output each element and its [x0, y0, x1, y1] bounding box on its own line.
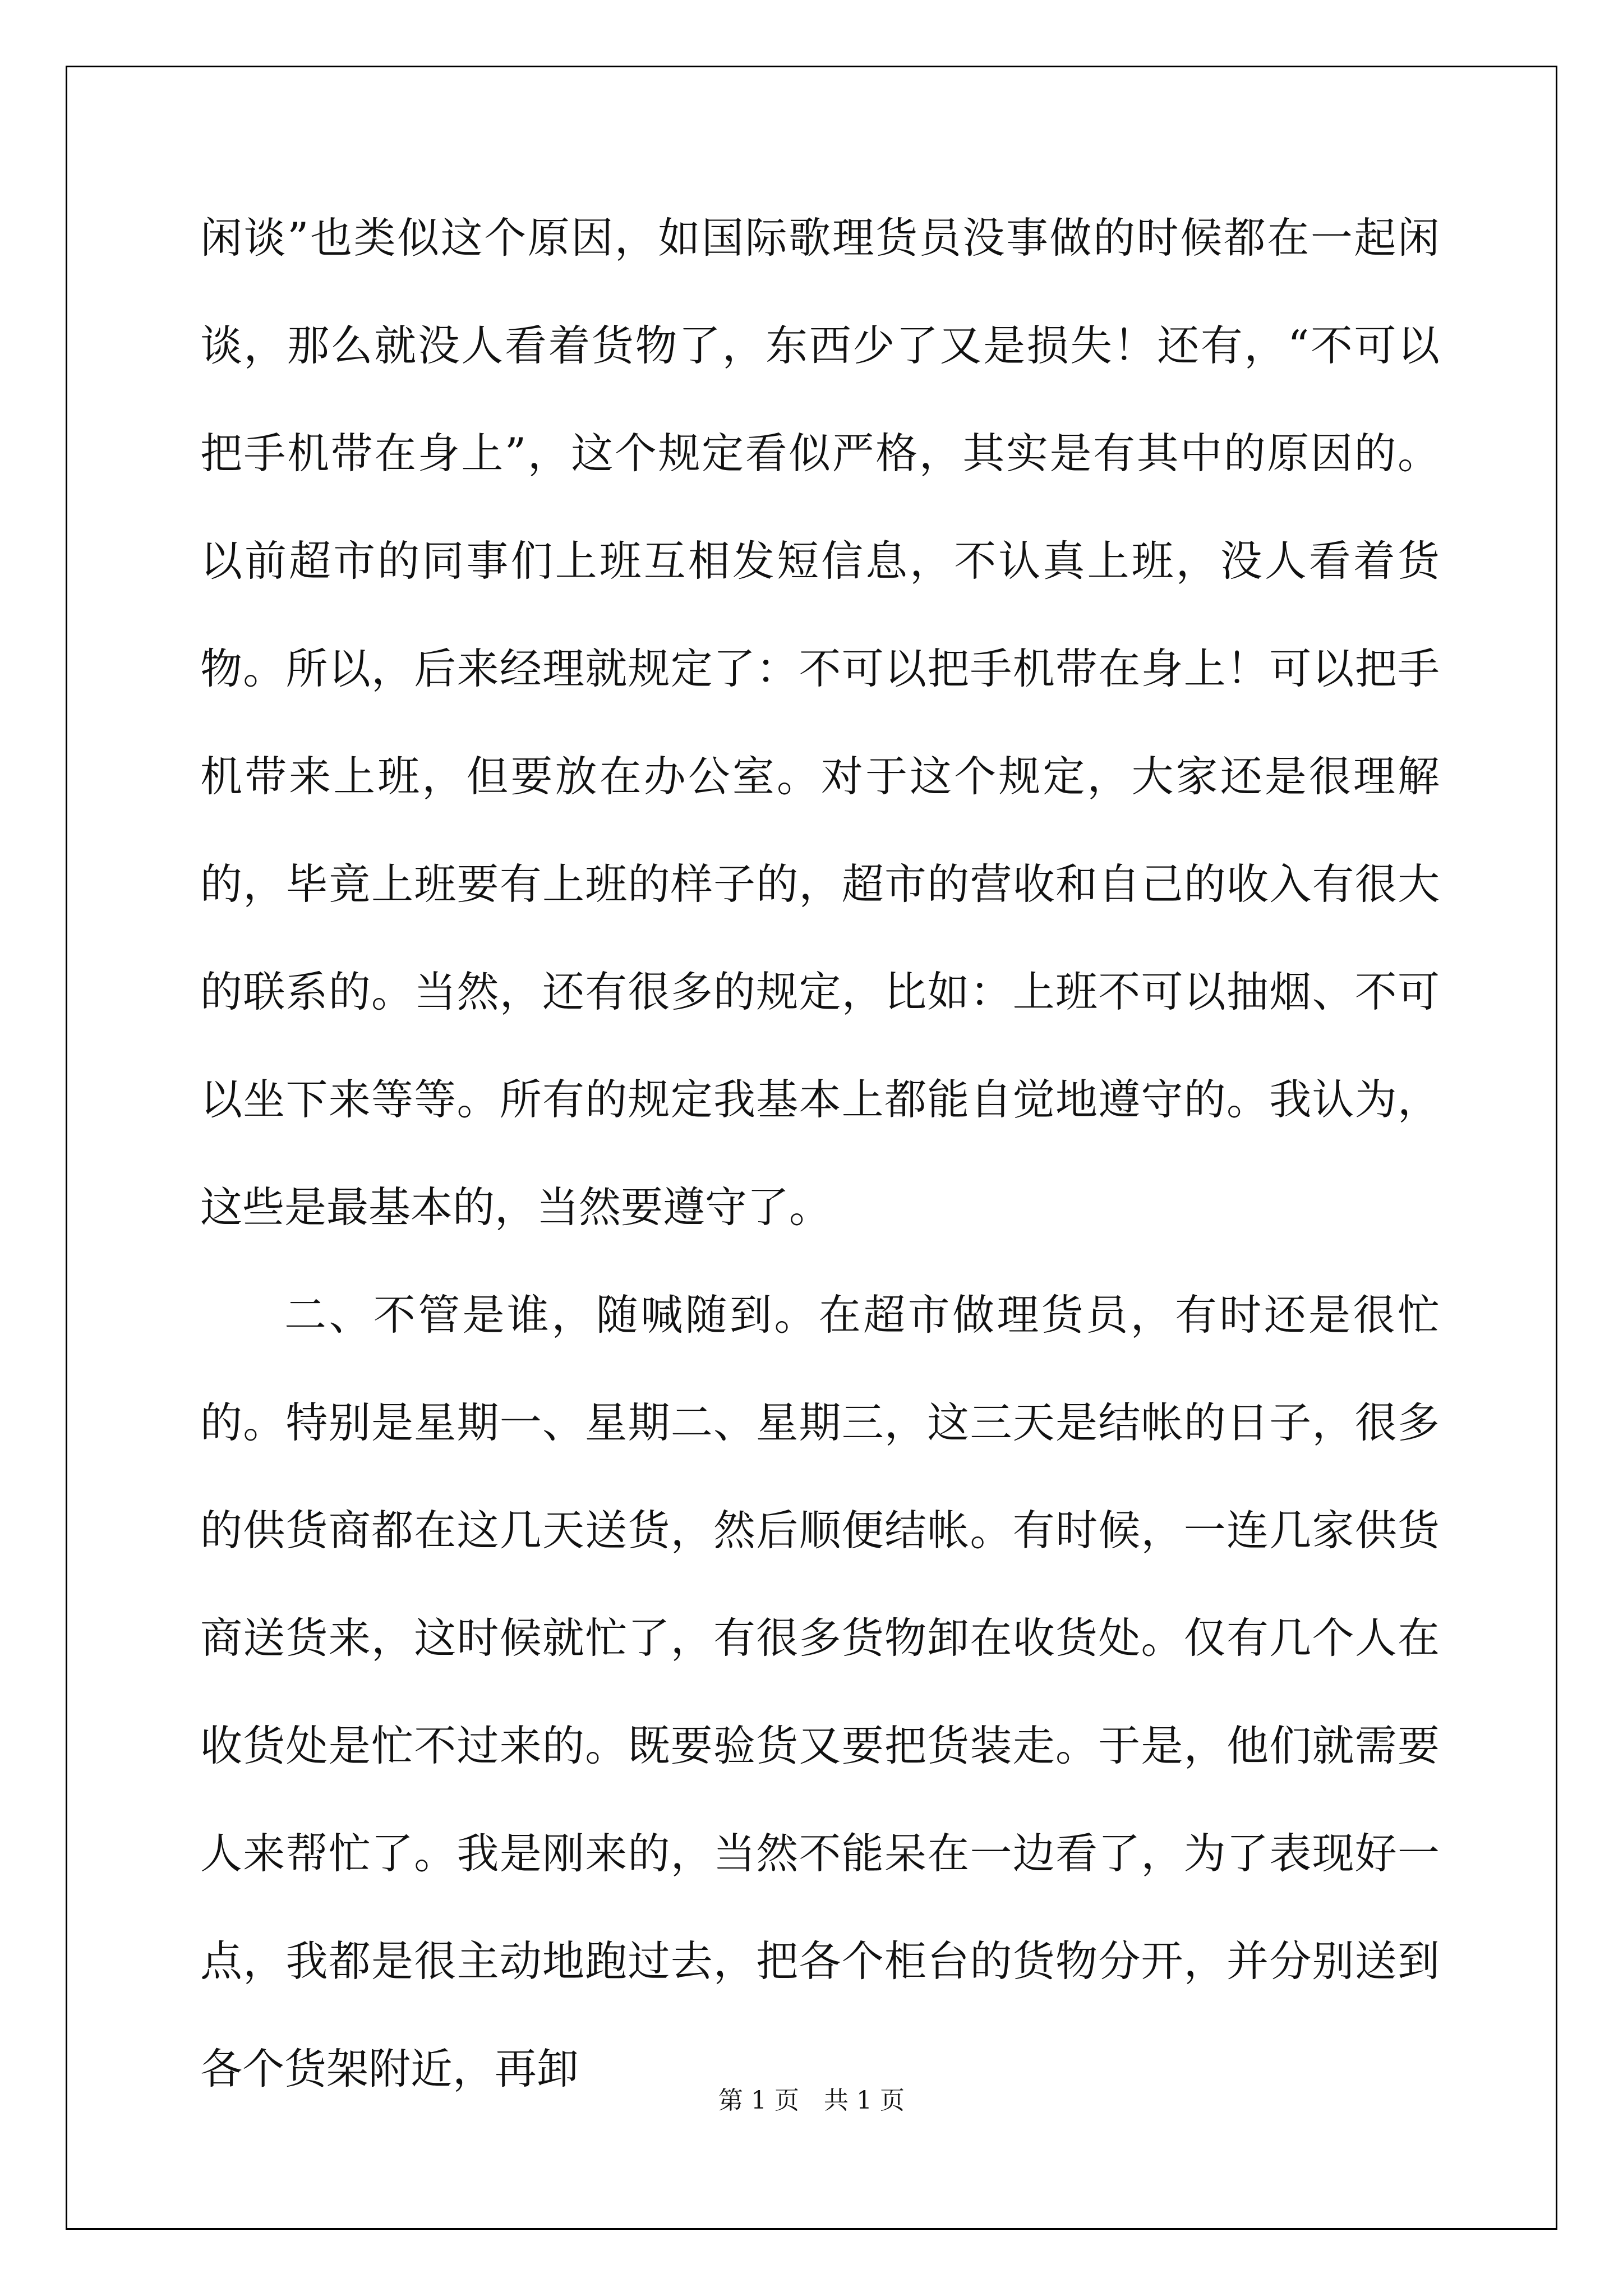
document-body	[200, 184, 1440, 2123]
page-number-label: 第 1 页 共 1 页	[718, 2086, 905, 2115]
paragraph-2: 二、不管是谁，随喊随到。在超市做理货员，有时还是很忙的。特别是星期一、星期二、星期三，这三天是结帐的日子，很多的供货商都在这几天送货，然后顺便结帐。有时候，一连几家供货商送货来，这时候就忙了，有很多货物卸在收货处。仅有几个人在收货处是忙不过来的。既要验货又要把货装走。于是，他们就需要人来帮忙了。我是刚来的，当然不能呆在一边看了，为了表现好一点，我都是很主动地跑过去，把各个柜台的货物分开，并分别送到各个货架附近，再卸	[200, 1290, 1440, 2093]
page-footer	[0, 2084, 1623, 2118]
paragraph-1: 闲谈”也类似这个原因，如国际歌理货员没事做的时候都在一起闲谈，那么就没人看着货物了，东西少了又是损失！还有，“不可以把手机带在身上”，这个规定看似严格，其实是有其中的原因的。以前超市的同事们上班互相发短信息，不认真上班，没人看着货物。所以，后来经理就规定了：不可以把手机带在身上！可以把手机带来上班，但要放在办公室。对于这个规定，大家还是很理解的，毕竟上班要有上班的样子的，超市的营收和自己的收入有很大的联系的。当然，还有很多的规定，比如：上班不可以抽烟、不可以坐下来等等。所有的规定我基本上都能自觉地遵守的。我认为，这些是最基本的，当然要遵守了。	[200, 213, 1440, 1232]
